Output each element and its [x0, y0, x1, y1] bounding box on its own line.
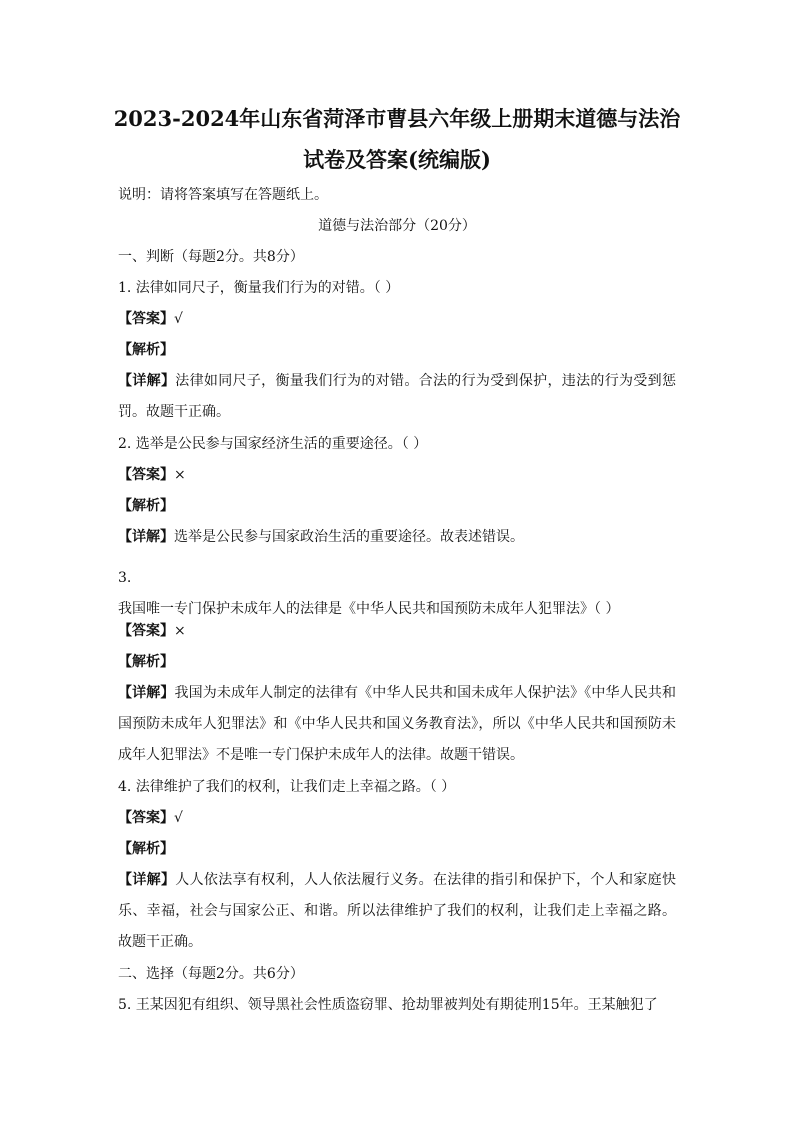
document-title-line1: 2023-2024年山东省菏泽市曹县六年级上册期末道德与法治 [113, 106, 681, 131]
answer-tag: 【答案】 [118, 623, 174, 639]
q3-analysis-tag: 【解析】 [118, 654, 174, 670]
instruction-text: 说明：请将答案填写在答题纸上。 [118, 187, 328, 203]
q2-answer-value: × [174, 467, 186, 483]
detail-tag: 【详解】 [118, 685, 175, 701]
q4-analysis-tag: 【解析】 [118, 841, 174, 857]
q2-detail [118, 530, 524, 544]
answer-tag: 【答案】 [118, 810, 174, 826]
document-title-line2: 试卷及答案(统编版) [303, 147, 491, 172]
answer-tag: 【答案】 [118, 311, 174, 327]
q3-question [118, 563, 678, 625]
detail-tag: 【详解】 [118, 373, 176, 389]
detail-tag: 【详解】 [118, 872, 176, 888]
q1-analysis-tag: 【解析】 [118, 342, 174, 358]
q4-answer-value: √ [174, 810, 183, 826]
part1-heading: 一、判断（每题2分。共8分） [118, 249, 304, 265]
q4-question: 4. 法律维护了我们的权利，让我们走上幸福之路。（ ） [118, 779, 456, 795]
q2-answer [118, 468, 186, 482]
q3-detail [118, 678, 676, 771]
q2-detail-text: 选举是公民参与国家政治生活的重要途径。故表述错误。 [174, 529, 524, 545]
q4-detail [118, 865, 676, 958]
q5-question: 5. 王某因犯有组织、领导黑社会性质盗窃罪、抢劫罪被判处有期徒刑15年。王某触犯了 [118, 997, 658, 1013]
q3-answer-value: × [174, 623, 186, 639]
q3-answer [118, 624, 186, 638]
q4-answer [118, 811, 183, 825]
q3-question-text: 我国唯一专门保护未成年人的法律是《中华人民共和国预防未成年人犯罪法》（ ） [118, 601, 620, 617]
q2-question: 2. 选举是公民参与国家经济生活的重要途径。（ ） [118, 436, 428, 452]
q1-detail-text: 法律如同尺子，衡量我们行为的对错。合法的行为受到保护，违法的行为受到惩罚。故题干正确。 [118, 373, 677, 420]
q4-detail-text: 人人依法享有权利，人人依法履行义务。在法律的指引和保护下，个人和家庭快乐、幸福，社会与国家公正、和谐。所以法律维护了我们的权利，让我们走上幸福之路。故题干正确。 [118, 872, 677, 950]
detail-tag: 【详解】 [118, 529, 174, 545]
q3-number: 3. [118, 570, 132, 586]
part2-heading: 二、选择（每题2分。共6分） [118, 966, 304, 982]
answer-tag: 【答案】 [118, 467, 174, 483]
q1-question: 1. 法律如同尺子，衡量我们行为的对错。（ ） [118, 280, 400, 296]
q1-answer [118, 312, 183, 326]
q1-detail [118, 366, 676, 428]
section-heading: 道德与法治部分（20分） [318, 218, 476, 234]
q3-detail-text: 我国为未成年人制定的法律有《中华人民共和国未成年人保护法》《中华人民共和国预防未成年人犯罪法》和《中华人民共和国义务教育法》，所以《中华人民共和国预防未成年人犯罪法》不是唯一专门保护未成年人的法律。故题干错误。 [118, 685, 677, 763]
q1-answer-value: √ [174, 311, 183, 327]
q2-analysis-tag: 【解析】 [118, 498, 174, 514]
